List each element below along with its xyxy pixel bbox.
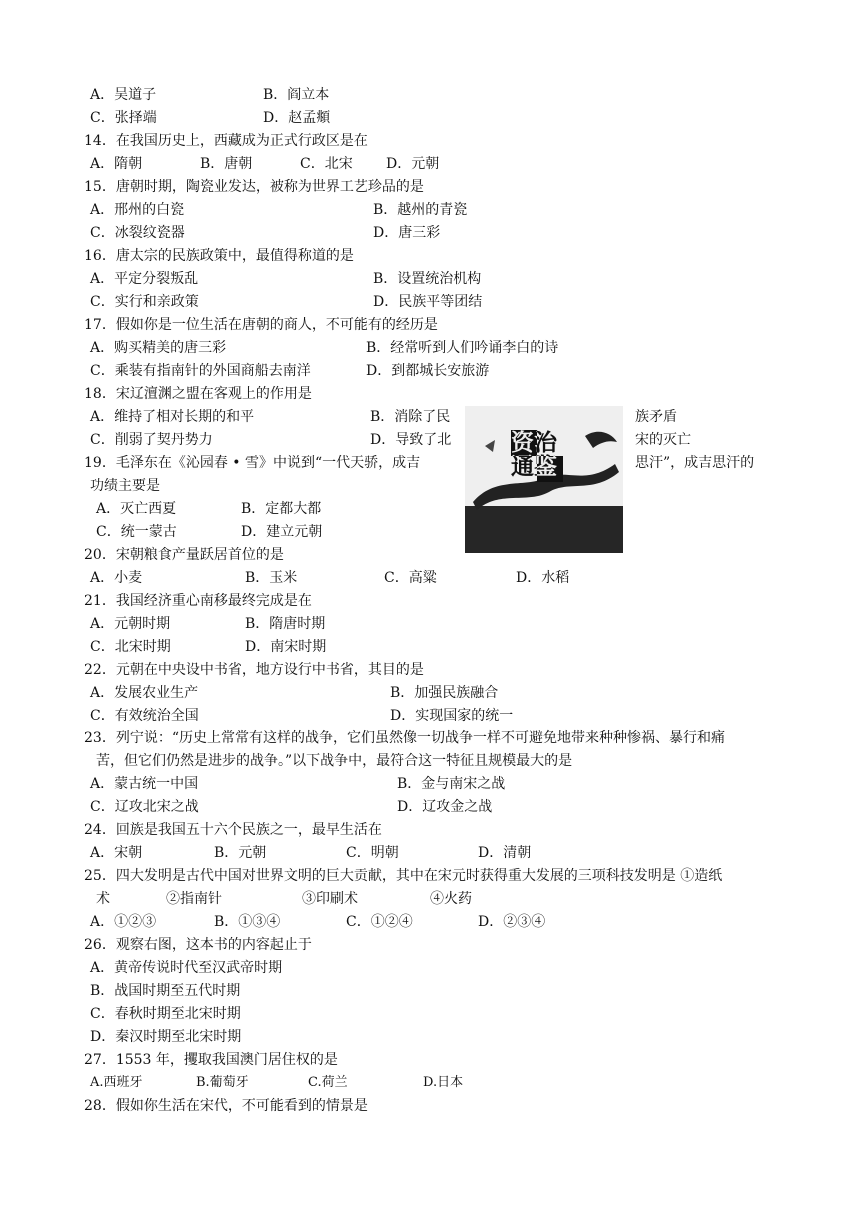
cover-title-line-2: 通鉴 [511,454,557,480]
q15-option-c: C．冰裂纹瓷器 [90,225,185,241]
q26-option-c: C．春秋时期至北宋时期 [90,1006,241,1022]
q19-stem-line-2: 功绩主要是 [90,478,160,494]
q20-stem: 20．宋朝粮食产量跃居首位的是 [84,547,284,563]
q26-option-a: A．黄帝传说时代至汉武帝时期 [90,960,283,976]
q23-stem-line-2: 苦，但它们仍然是进步的战争。”以下战争中，最符合这一特征且规模最大的是 [96,753,573,769]
q25-item-4: ④火药 [430,891,472,907]
q23-option-a: A．蒙古统一中国 [90,776,199,792]
q19-option-d: D．建立元朝 [241,524,323,540]
q20-option-d: D．水稻 [516,570,570,586]
q24-option-b: B．元朝 [214,845,267,861]
q23-option-d: D．辽攻金之战 [397,799,493,815]
cover-title-line-1: 资治 [511,430,557,456]
q23-option-c: C．辽攻北宋之战 [90,799,199,815]
q25-option-d: D．②③④ [478,914,546,930]
q22-stem: 22．元朝在中央设中书省，地方设行中书省，其目的是 [84,662,424,678]
q26-option-d: D．秦汉时期至北宋时期 [90,1029,242,1045]
q24-option-c: C．明朝 [346,845,399,861]
q13-option-c: C．张择端 [90,110,157,126]
q14-option-a: A．隋朝 [90,156,143,172]
q28-stem: 28．假如你生活在宋代，不可能看到的情景是 [84,1098,368,1114]
q19-option-b: B．定都大都 [241,501,322,517]
q21-option-a: A．元朝时期 [90,616,171,632]
q16-option-d: D．民族平等团结 [373,294,483,310]
q17-option-c: C．乘装有指南针的外国商船去南洋 [90,363,311,379]
q22-option-d: D．实现国家的统一 [390,708,514,724]
q25-item-3: ③印刷术 [302,891,358,907]
q21-option-b: B．隋唐时期 [245,616,326,632]
q27-option-d: D.日本 [423,1075,464,1090]
q14-option-c: C．北宋 [300,156,353,172]
q20-option-a: A．小麦 [90,570,143,586]
q15-option-d: D．唐三彩 [373,225,441,241]
q19-stem: 19．毛泽东在《沁园春 • 雪》中说到“一代天骄，成吉 [84,455,421,471]
q23-option-b: B．金与南宋之战 [397,776,506,792]
q16-option-a: A．平定分裂叛乱 [90,271,199,287]
q18-option-a: A．维持了相对长期的和平 [90,409,255,425]
q13-option-a: A．吴道子 [90,87,157,103]
q16-stem: 16．唐太宗的民族政策中，最值得称道的是 [84,248,354,264]
q19-option-c: C．统一蒙古 [96,524,177,540]
q14-option-d: D．元朝 [386,156,440,172]
q27-option-b: B.葡萄牙 [196,1075,249,1090]
q20-option-b: B．玉米 [245,570,298,586]
q25-option-c: C．①②④ [346,914,413,930]
q23-stem: 23．列宁说：“历史上常常有这样的战争，它们虽然像一切战争一样不可避免地带来种种惨祸、暴行和痛 [84,730,725,746]
q22-option-a: A．发展农业生产 [90,685,199,701]
q13-option-b: B．阎立本 [263,87,330,103]
q18-option-d-cont: 宋的灭亡 [635,432,691,448]
q14-option-b: B．唐朝 [200,156,253,172]
q22-option-c: C．有效统治全国 [90,708,199,724]
q27-stem: 27．1553 年，攫取我国澳门居住权的是 [84,1052,338,1068]
q17-option-b: B．经常听到人们吟诵李白的诗 [366,340,559,356]
q18-option-b: B．消除了民 [370,409,451,425]
q26-stem: 26．观察右图，这本书的内容起止于 [84,937,312,953]
q25-stem-word: 术 [96,891,110,907]
q15-stem: 15．唐朝时期，陶瓷业发达，被称为世界工艺珍品的是 [84,179,424,195]
q26-option-b: B．战国时期至五代时期 [90,983,241,999]
q18-option-c: C．削弱了契丹势力 [90,432,213,448]
q27-option-c: C.荷兰 [308,1075,348,1090]
q17-stem: 17．假如你是一位生活在唐朝的商人，不可能有的经历是 [84,317,438,333]
q18-option-d: D．导致了北 [370,432,452,448]
q24-option-d: D．清朝 [478,845,532,861]
q21-option-d: D．南宋时期 [245,639,327,655]
q25-stem: 25．四大发明是古代中国对世界文明的巨大贡献，其中在宋元时获得重大发展的三项科技发明是 ①造纸 [84,868,723,884]
q25-option-b: B．①③④ [214,914,281,930]
book-cover-image [465,406,623,553]
q21-stem: 21．我国经济重心南移最终完成是在 [84,593,312,609]
q22-option-b: B．加强民族融合 [390,685,499,701]
q21-option-c: C．北宋时期 [90,639,171,655]
q13-option-d: D．赵孟頫 [263,110,331,126]
q19-option-a: A．灭亡西夏 [96,501,177,517]
q24-stem: 24．回族是我国五十六个民族之一，最早生活在 [84,822,382,838]
q15-option-b: B．越州的青瓷 [373,202,468,218]
q19-stem-cont: 思汗”，成吉思汗的 [635,455,755,471]
q24-option-a: A．宋朝 [90,845,143,861]
q18-option-b-cont: 族矛盾 [635,409,677,425]
q25-item-2: ②指南针 [166,891,222,907]
q20-option-c: C．高粱 [384,570,437,586]
q25-option-a: A．①②③ [90,914,157,930]
q17-option-d: D．到都城长安旅游 [366,363,490,379]
q14-stem: 14．在我国历史上，西藏成为正式行政区是在 [84,133,368,149]
q16-option-c: C．实行和亲政策 [90,294,199,310]
q17-option-a: A．购买精美的唐三彩 [90,340,227,356]
q15-option-a: A．邢州的白瓷 [90,202,185,218]
q18-stem: 18．宋辽澶渊之盟在客观上的作用是 [84,386,312,402]
q16-option-b: B．设置统治机构 [373,271,482,287]
q27-option-a: A.西班牙 [90,1075,143,1090]
